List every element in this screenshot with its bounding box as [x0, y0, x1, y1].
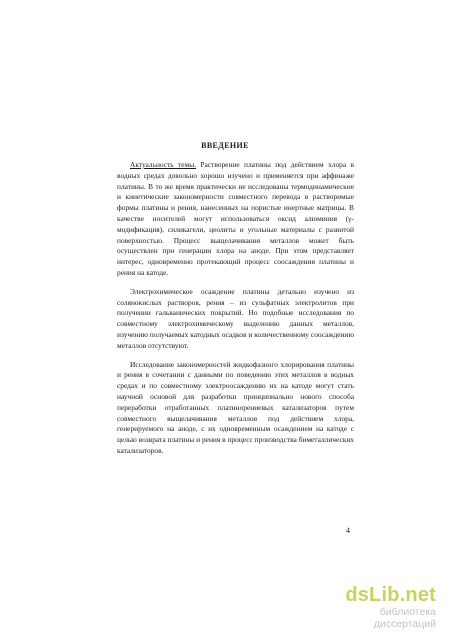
paragraph-relevance — [117, 160, 354, 279]
relevance-text: Растворение платины под действием хлора в водных средах довольно хорошо изучено и применяется при аффинаже платины. В то же время практически не исследованы термодинамические и кинетические закономерности совместного перевода в растворимые формы платины и рения, нанесенных на пористые инертные матрицы. В качестве носителей могут использоваться оксид алюминия (γ-модификация), силикагели, цеолиты и угольные материалы с развитой поверхностью. Процесс выщелачивания металлов может быть осуществлен при генерации хлора на аноде. При этом представляет интерес, одновременно протекающий процесс соосаждения платины и рения на катоде. — [117, 160, 354, 277]
watermark-subtitle: библиотека диссертаций — [373, 606, 436, 630]
watermark-brand: dsLib.net — [345, 584, 436, 606]
relevance-term: Актуальность темы. — [130, 160, 197, 169]
body-text — [117, 160, 354, 465]
paragraph-research-basis: Исследование закономерностей жидкофазного хлорирования платины и рения в сочетании с данными по поведению этих металлов в водных средах и по совместному электроосаждению их на катоде могут стать научной основой для разработки принципиально нового способа переработки отработанных платинорениевых катализаторов путем совместного выщелачивания металлов под действием хлора, генерируемого на аноде, с их одновременным осаждением на катоде с целью возврата платины и рения в процесс производства биметаллических катализаторов. — [117, 359, 354, 455]
page-number: 4 — [346, 526, 350, 535]
page-heading: ВВЕДЕНИЕ — [201, 141, 249, 150]
paragraph-electrochemical-deposition: Электрохимическое осаждение платины детально изучено из солянокислых растворов, рения – из сульфатных электролитов при получении гальванических покрытий. Но подобные исследования по совместному электрохимическому выделению данных металлов, изучению получаемых катодных осадков и количественному соосаждению металлов отсутствуют. — [117, 286, 354, 350]
watermark — [316, 585, 436, 630]
